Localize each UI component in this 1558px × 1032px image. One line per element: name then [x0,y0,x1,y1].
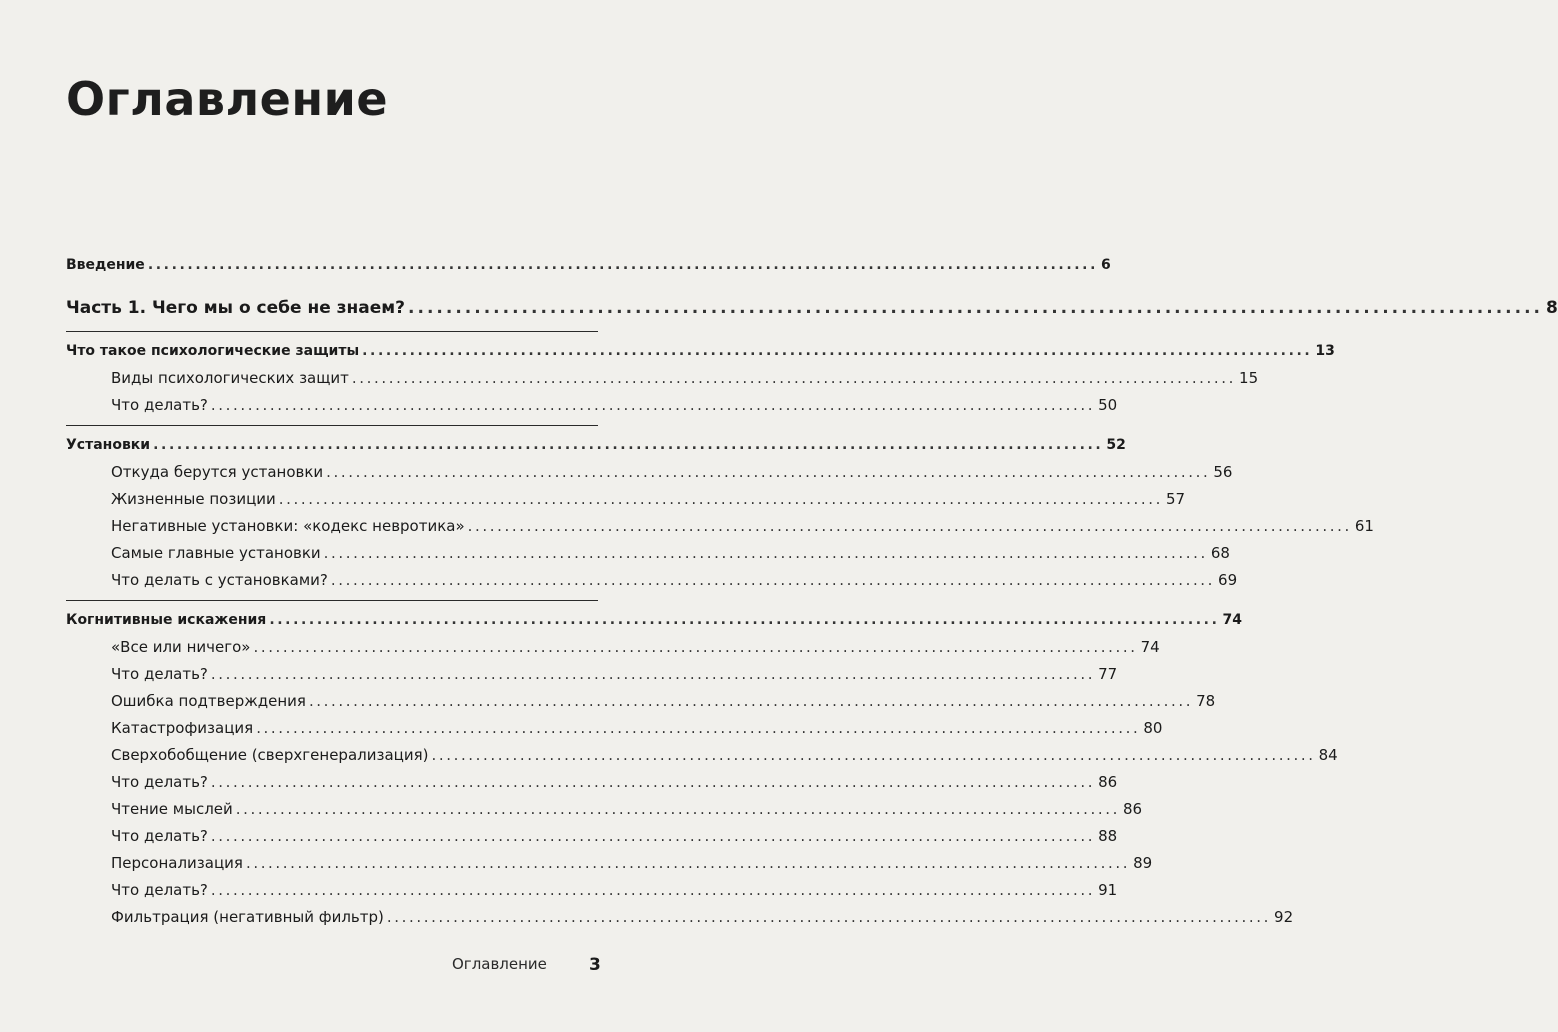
leader-dots: ........................................................................................................................ [431,746,1316,764]
toc-entry-label: Введение [66,257,145,273]
toc-entry-label: Когнитивные искажения [66,612,267,628]
running-footer-title: Оглавление [452,955,547,973]
toc-entry-label: Жизненные позиции [111,490,276,508]
toc-entry-label: Сверхобобщение (сверхгенерализация) [111,746,429,764]
leader-dots: ........................................................................................................................ [323,544,1208,562]
toc-subentry [66,486,1186,513]
leader-dots: ........................................................................................................................ [386,908,1272,926]
leader-dots: ........................................................................................................................ [362,343,1313,359]
toc-entry-label: Что делать? [111,396,208,414]
toc-entry-label: Что делать с установками? [111,571,328,589]
toc-section [66,607,1242,634]
toc-entry-label: Негативные установки: «кодекс невротика» [111,517,465,535]
leader-dots: ........................................................................................................................ [210,773,1096,791]
toc-entry-label: Виды психологических защит [111,369,349,387]
toc-subentry [66,459,1233,486]
leader-dots: ........................................................................................................................ [153,437,1104,453]
leader-dots: ........................................................................................................................ [278,490,1163,508]
toc-page-number: 61 [1354,517,1374,535]
toc-entry-label: Чтение мыслей [111,800,233,818]
table-of-contents [66,252,1558,931]
page-title: Оглавление [66,72,389,126]
toc-page-number: 74 [1222,612,1242,628]
toc-subentry [66,540,1230,567]
toc-page-number: 88 [1098,827,1118,845]
toc-page-number: 68 [1210,544,1230,562]
toc-entry-label: Фильтрация (негативный фильтр) [111,908,384,926]
toc-page-number: 52 [1106,437,1126,453]
toc-entry-label: Что делать? [111,773,208,791]
toc-subentry [66,796,1143,823]
section-divider [66,331,598,332]
toc-entry-label: Самые главные установки [111,544,321,562]
toc-entry-intro [66,252,1111,279]
toc-page-number: 57 [1165,490,1186,508]
section-divider [66,600,598,601]
leader-dots: ........................................................................................................................ [269,612,1220,628]
toc-entry-label: Что делать? [111,827,208,845]
toc-page-number: 8 [1546,298,1558,318]
toc-page-number: 91 [1098,881,1118,899]
leader-dots: ........................................................................................................................ [235,800,1120,818]
toc-page-number: 78 [1196,692,1216,710]
toc-subentry [66,513,1374,540]
toc-entry-label: Что делать? [111,665,208,683]
toc-subentry [66,688,1216,715]
toc-page-number: 77 [1098,665,1118,683]
toc-subentry [66,365,1259,392]
toc-subentry [66,769,1118,796]
toc-entry-label: Катастрофизация [111,719,254,737]
leader-dots: ........................................................................................................................ [253,638,1138,656]
toc-page-number: 92 [1274,908,1294,926]
toc-page-number: 86 [1122,800,1143,818]
page-number: 3 [589,955,601,975]
toc-subentry [66,715,1163,742]
leader-dots: ........................................................................................................................ [210,881,1096,899]
toc-page-number: 89 [1133,854,1153,872]
toc-subentry [66,661,1118,688]
toc-subentry [66,567,1238,594]
toc-page-number: 74 [1140,638,1160,656]
section-divider [66,425,598,426]
toc-page-number: 13 [1315,343,1335,359]
toc-entry-part-1 [66,291,1558,325]
leader-dots: ........................................................................................................................ [330,571,1216,589]
toc-subentry [66,877,1118,904]
toc-page-number: 84 [1318,746,1338,764]
toc-entry-label: Часть 1. Чего мы о себе не знаем? [66,298,406,318]
toc-page-number: 15 [1239,369,1259,387]
leader-dots: ........................................................................................................................ [326,463,1211,481]
leader-dots: ........................................................................................................................ [408,298,1544,318]
leader-dots: ........................................................................................................................ [210,665,1096,683]
leader-dots: ........................................................................................................................ [210,396,1096,414]
toc-section [66,338,1335,365]
toc-section [66,432,1126,459]
leader-dots: ........................................................................................................................ [308,692,1194,710]
leader-dots: ........................................................................................................................ [351,369,1237,387]
toc-page-number: 56 [1213,463,1233,481]
toc-entry-label: «Все или ничего» [111,638,251,656]
leader-dots: ........................................................................................................................ [467,517,1352,535]
leader-dots: ........................................................................................................................ [147,257,1099,273]
leader-dots: ........................................................................................................................ [245,854,1131,872]
leader-dots: ........................................................................................................................ [256,719,1141,737]
toc-entry-label: Персонализация [111,854,243,872]
toc-page-number: 69 [1218,571,1238,589]
toc-entry-label: Что делать? [111,881,208,899]
toc-subentry [66,742,1338,769]
toc-page-number: 6 [1101,257,1111,273]
toc-subentry [66,634,1160,661]
toc-subentry [66,823,1118,850]
toc-subentry [66,392,1118,419]
toc-entry-label: Ошибка подтверждения [111,692,306,710]
toc-subentry [66,850,1153,877]
toc-page-number: 86 [1098,773,1118,791]
leader-dots: ........................................................................................................................ [210,827,1096,845]
toc-subentry [66,904,1294,931]
toc-page-number: 80 [1143,719,1163,737]
toc-entry-label: Откуда берутся установки [111,463,324,481]
toc-entry-label: Что такое психологические защиты [66,343,360,359]
toc-page-number: 50 [1098,396,1118,414]
toc-entry-label: Установки [66,437,151,453]
